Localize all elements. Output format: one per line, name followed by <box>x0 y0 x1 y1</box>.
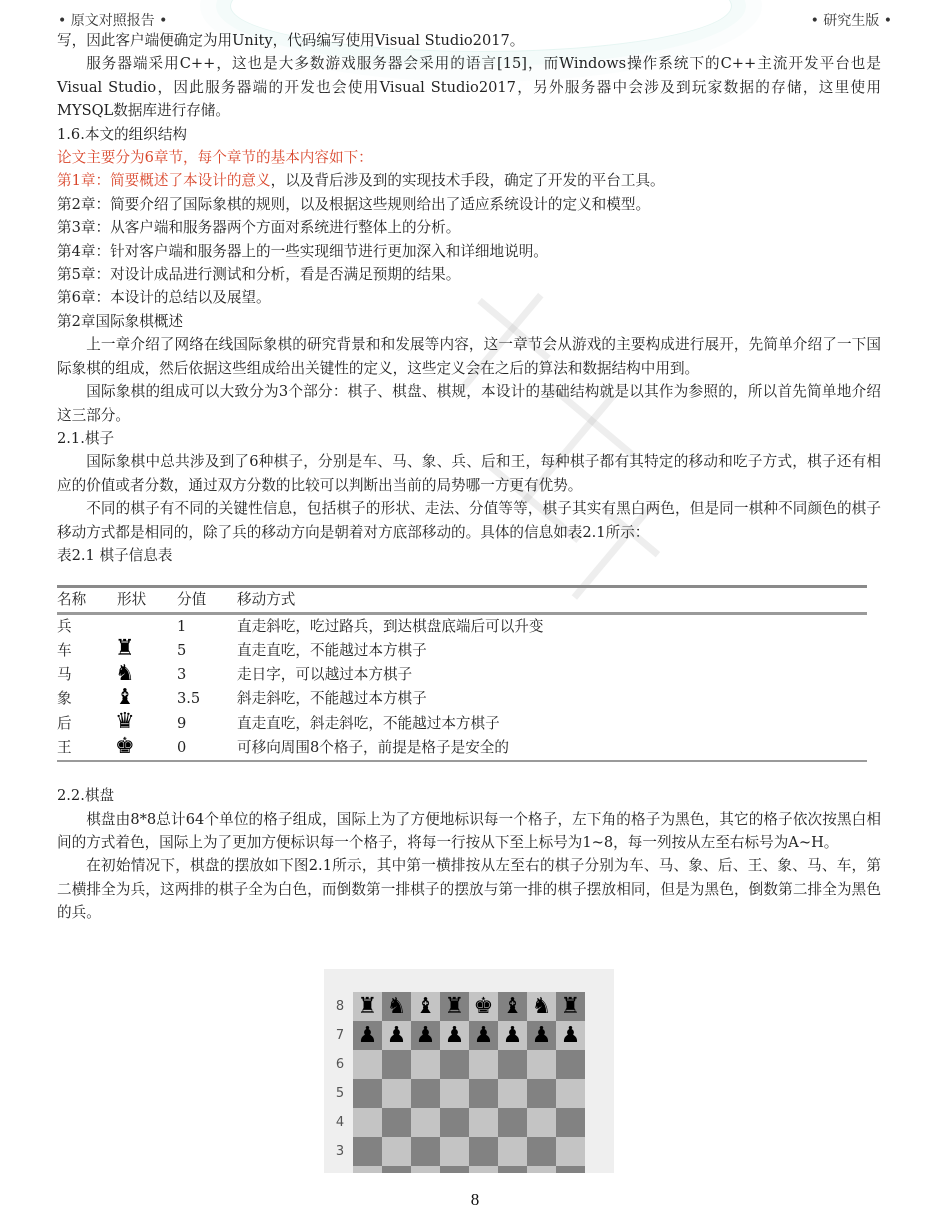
square <box>411 1050 440 1079</box>
black-pawn-icon: ♟ <box>560 1023 581 1048</box>
square <box>556 1108 585 1137</box>
knight-icon: ♞ <box>115 660 135 686</box>
header-right-label: • 研究生版 • <box>810 13 892 29</box>
square-e7 <box>469 1021 498 1050</box>
rank-label: 4 <box>335 1115 345 1130</box>
square <box>440 1137 469 1166</box>
cell-move: 直走直吃，不能越过本方棋子 <box>237 641 427 659</box>
rank-label: 7 <box>335 1028 345 1043</box>
cell-shape <box>117 613 177 638</box>
cell-move: 走日字，可以越过本方棋子 <box>237 666 413 684</box>
section-heading-2-2: 2.2.棋盘 <box>57 787 115 805</box>
cell-move: 直走斜吃，吃过路兵，到达棋盘底端后可以升变 <box>237 617 544 635</box>
square-g2 <box>527 1166 556 1173</box>
square <box>353 1137 382 1166</box>
square-e2 <box>469 1166 498 1173</box>
square <box>527 1079 556 1108</box>
square <box>498 1079 527 1108</box>
cell-name: 象 <box>57 690 72 708</box>
header-left-label: • 原文对照报告 • <box>58 13 168 29</box>
rank-label: 3 <box>335 1144 345 1159</box>
square-e8 <box>469 992 498 1021</box>
table-row <box>57 711 867 735</box>
chapter-2-heading: 第2章国际象棋概述 <box>57 312 184 330</box>
rank-label: 8 <box>335 999 345 1014</box>
black-pawn-icon: ♟ <box>444 1023 465 1048</box>
table-header-row <box>57 587 867 613</box>
square-g8 <box>527 992 556 1021</box>
black-pawn-icon: ♟ <box>357 1023 378 1048</box>
square <box>498 1137 527 1166</box>
cell-shape <box>117 638 177 662</box>
square <box>527 1108 556 1137</box>
table-caption: 表2.1 棋子信息表 <box>57 546 173 564</box>
black-pawn-icon: ♟ <box>386 1023 407 1048</box>
black-pawn-icon: ♟ <box>502 1023 523 1048</box>
square <box>411 1108 440 1137</box>
cell-value: 3 <box>177 666 187 684</box>
column-header-move: 移动方式 <box>237 591 296 609</box>
square <box>411 1137 440 1166</box>
square-d7 <box>440 1021 469 1050</box>
piece-info-table <box>57 585 867 762</box>
square <box>469 1137 498 1166</box>
black-king-icon: ♚ <box>473 994 494 1019</box>
square-a2 <box>353 1166 382 1173</box>
square <box>353 1079 382 1108</box>
table-row <box>57 663 867 687</box>
square-d8 <box>440 992 469 1021</box>
square <box>440 1108 469 1137</box>
cell-name: 王 <box>57 739 72 757</box>
rank-label: 5 <box>335 1086 345 1101</box>
square-h2 <box>556 1166 585 1173</box>
column-header-name: 名称 <box>57 591 87 609</box>
cell-name: 后 <box>57 714 72 732</box>
chapter-4-summary: 第4章：针对客户端和服务器上的一些实现细节进行更加深入和详细地说明。 <box>57 242 548 260</box>
cell-name: 兵 <box>57 617 72 635</box>
square <box>498 1050 527 1079</box>
black-rook-icon: ♜ <box>357 994 378 1019</box>
square <box>411 1079 440 1108</box>
chessboard-figure <box>324 969 614 1173</box>
paragraph: 上一章介绍了网络在线国际象棋的研究背景和和发展等内容，这一章节会从游戏的主要构成进行展开，先简单介绍了一下国际象棋的组成，然后依据这些组成给出关键性的定义，这些定义会在之后的算法和数据结构中用到。 <box>57 336 881 377</box>
page-header <box>58 9 892 31</box>
chapter-5-summary: 第5章：对设计成品进行测试和分析，看是否满足预期的结果。 <box>57 266 461 284</box>
square <box>382 1108 411 1137</box>
king-icon: ♚ <box>115 733 135 759</box>
cell-move: 直走直吃，斜走斜吃，不能越过本方棋子 <box>237 714 500 732</box>
cell-name: 马 <box>57 666 72 684</box>
square <box>556 1050 585 1079</box>
cell-shape <box>117 711 177 735</box>
rook-icon: ♜ <box>115 636 135 662</box>
square <box>527 1050 556 1079</box>
square <box>498 1108 527 1137</box>
cell-value: 3.5 <box>177 690 201 708</box>
table-row <box>57 638 867 662</box>
square-b7 <box>382 1021 411 1050</box>
square <box>556 1137 585 1166</box>
chapter-overview-intro: 论文主要分为6章节，每个章节的基本内容如下： <box>57 149 373 167</box>
paragraph: 棋盘由8*8总计64个单位的格子组成，国际上为了方便地标识每一个格子，左下角的格子为黑色，其它的格子依次按黑白相间的方式着色，国际上为了更加方便标识每一个格子，将每一行按从下至上标号为1~8，每一列按从左至右标号为A~H。 <box>57 810 881 851</box>
square <box>469 1050 498 1079</box>
paragraph: 服务器端采用C++，这也是大多数游戏服务器会采用的语言[15]，而Windows操作系统下的C++主流开发平台也是Visual Studio，因此服务器端的开发也会使用Visual Studio2017，另外服务器中会涉及到玩家数据的存储，这里使用MYSQL数据库进行存储。 <box>57 55 881 120</box>
square <box>527 1137 556 1166</box>
black-bishop-icon: ♝ <box>415 994 436 1019</box>
black-knight-icon: ♞ <box>531 994 552 1019</box>
square-f7 <box>498 1021 527 1050</box>
section-heading-2-1: 2.1.棋子 <box>57 429 115 447</box>
chapter-1-highlight: 第1章：简要概述了本设计的意义 <box>57 172 271 190</box>
cell-value: 5 <box>177 641 187 659</box>
rank-label: 6 <box>335 1057 345 1072</box>
black-pawn-icon: ♟ <box>415 1023 436 1048</box>
chessboard <box>353 992 585 1173</box>
square <box>440 1050 469 1079</box>
cell-shape <box>115 684 177 711</box>
paragraph: 写，因此客户端便确定为用Unity，代码编写使用Visual Studio2017。 <box>57 32 525 49</box>
paragraph: 国际象棋的组成可以大致分为3个部分：棋子、棋盘、棋规，本设计的基础结构就是以其作为参照的，所以首先简单地介绍这三部分。 <box>57 383 881 424</box>
section-heading-1-6: 1.6.本文的组织结构 <box>57 125 188 143</box>
black-pawn-icon: ♟ <box>473 1023 494 1048</box>
square-g7 <box>527 1021 556 1050</box>
cell-value: 0 <box>177 739 187 757</box>
black-queen-icon: ♜ <box>444 994 465 1019</box>
square <box>382 1137 411 1166</box>
paragraph: 在初始情况下，棋盘的摆放如下图2.1所示，其中第一横排按从左至右的棋子分别为车、马、象、后、王、象、马、车，第二横排全为兵，这两排的棋子全为白色，而倒数第一排棋子的摆放与第一排的棋子摆放相同，但是为黑色，倒数第二排全为黑色的兵。 <box>57 857 881 922</box>
square-a8 <box>353 992 382 1021</box>
cell-value: 9 <box>177 714 187 732</box>
document-body <box>57 29 881 925</box>
black-knight-icon: ♞ <box>386 994 407 1019</box>
chapter-6-summary: 第6章：本设计的总结以及展望。 <box>57 289 271 307</box>
column-header-shape: 形状 <box>117 591 147 609</box>
square-c7 <box>411 1021 440 1050</box>
chapter-2-summary: 第2章：简要介绍了国际象棋的规则，以及根据这些规则给出了适应系统设计的定义和模型。 <box>57 195 651 213</box>
rank-labels <box>332 992 348 1166</box>
square-f8 <box>498 992 527 1021</box>
cell-value: 1 <box>177 617 187 635</box>
column-header-value: 分值 <box>177 591 207 609</box>
black-pawn-icon: ♟ <box>531 1023 552 1048</box>
page-number: 8 <box>470 1190 480 1209</box>
square-c8 <box>411 992 440 1021</box>
square <box>469 1079 498 1108</box>
chapter-1-summary <box>57 169 881 192</box>
cell-shape <box>115 733 177 761</box>
square-a7 <box>353 1021 382 1050</box>
square <box>469 1108 498 1137</box>
cell-move: 斜走斜吃，不能越过本方棋子 <box>237 690 427 708</box>
square-b8 <box>382 992 411 1021</box>
bishop-icon: ♝ <box>115 684 135 710</box>
table-row <box>57 736 867 761</box>
paragraph: 不同的棋子有不同的关键性信息，包括棋子的形状、走法、分值等等，棋子其实有黑白两色，但是同一棋种不同颜色的棋子移动方式都是相同的，除了兵的移动方向是朝着对方底部移动的。具体的信息如表2.1所示： <box>57 500 881 541</box>
paragraph: 国际象棋中总共涉及到了6种棋子，分别是车、马、象、兵、后和王，每种棋子都有其特定的移动和吃子方式，棋子还有相应的价值或者分数，通过双方分数的比较可以判断出当前的局势哪一方更有优势。 <box>57 453 881 494</box>
table-row <box>57 613 867 638</box>
cell-shape <box>115 660 177 687</box>
table-row <box>57 687 867 711</box>
square <box>353 1108 382 1137</box>
chapter-1-rest: ，以及背后涉及到的实现技术手段，确定了开发的平台工具。 <box>270 172 665 190</box>
chapter-3-summary: 第3章：从客户端和服务器两个方面对系统进行整体上的分析。 <box>57 219 461 237</box>
square <box>440 1079 469 1108</box>
queen-icon: ♛ <box>115 709 135 735</box>
cell-move: 可移向周围8个格子，前提是格子是安全的 <box>237 739 509 757</box>
square-h8 <box>556 992 585 1021</box>
square-d2 <box>440 1166 469 1173</box>
black-bishop-icon: ♝ <box>502 994 523 1019</box>
piece-info-table-wrap <box>57 585 867 762</box>
square-f2 <box>498 1166 527 1173</box>
square-c2 <box>411 1166 440 1173</box>
square <box>382 1050 411 1079</box>
square <box>353 1050 382 1079</box>
cell-name: 车 <box>57 641 72 659</box>
square-b2 <box>382 1166 411 1173</box>
square <box>382 1079 411 1108</box>
square-h7 <box>556 1021 585 1050</box>
black-rook-icon: ♜ <box>560 994 581 1019</box>
square <box>556 1079 585 1108</box>
